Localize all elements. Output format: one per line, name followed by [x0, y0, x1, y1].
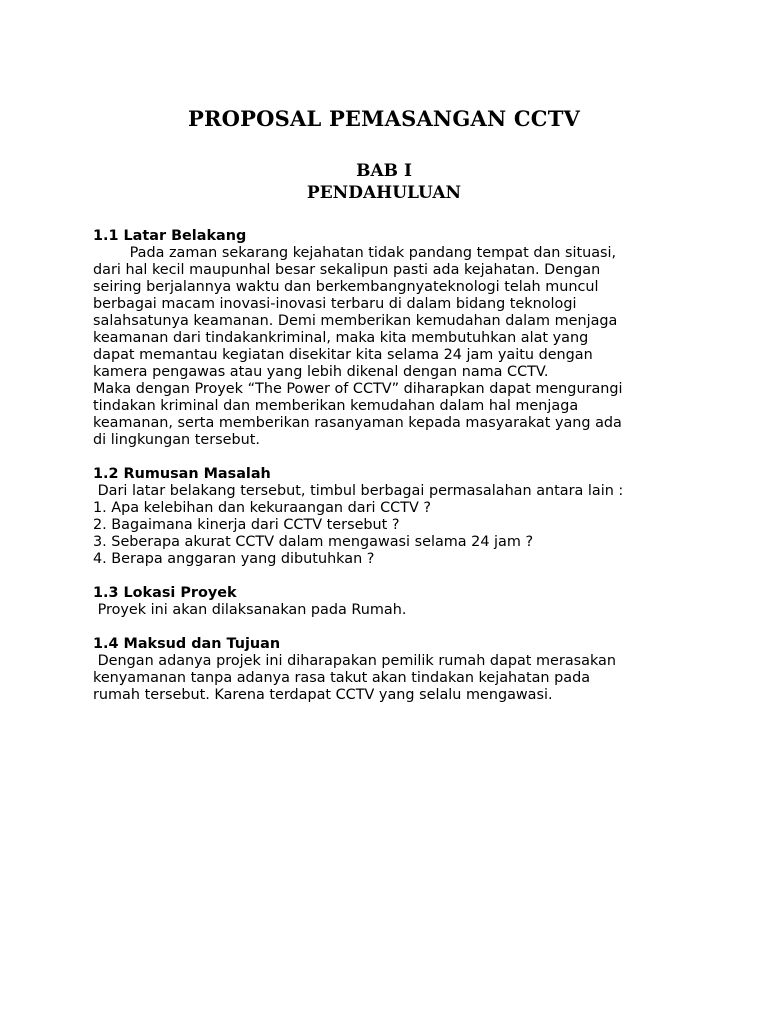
- list-item: 1. Apa kelebihan dan kekuraangan dari CCTV ?: [93, 500, 432, 516]
- chapter-title: PENDAHULUAN: [306, 183, 462, 203]
- section-heading: 1.3 Lokasi Proyek: [93, 585, 237, 601]
- paragraph-line: keamanan, serta memberikan rasanyaman kepada masyarakat yang ada: [93, 415, 622, 431]
- paragraph-line: di lingkungan tersebut.: [93, 432, 260, 448]
- paragraph-line: Pada zaman sekarang kejahatan tidak pandang tempat dan situasi,: [93, 245, 617, 261]
- paragraph-line: dapat memantau kegiatan disekitar kita selama 24 jam yaitu dengan: [93, 347, 593, 363]
- document-title: PROPOSAL PEMASANGAN CCTV: [187, 106, 581, 131]
- paragraph-line: seiring berjalannya waktu dan berkembangnyateknologi telah muncul: [93, 279, 599, 295]
- paragraph-line: berbagai macam inovasi-inovasi terbaru di dalam bidang teknologi: [93, 296, 577, 312]
- paragraph-line: salahsatunya keamanan. Demi memberikan kemudahan dalam menjaga: [93, 313, 618, 329]
- chapter-number: BAB I: [356, 161, 412, 181]
- section-heading: 1.4 Maksud dan Tujuan: [93, 636, 281, 652]
- paragraph-line: kenyamanan tanpa adanya rasa takut akan tindakan kejahatan pada: [93, 670, 591, 686]
- paragraph-line: Maka dengan Proyek “The Power of CCTV” diharapkan dapat mengurangi: [93, 381, 623, 397]
- paragraph-line: Dari latar belakang tersebut, timbul berbagai permasalahan antara lain :: [93, 483, 624, 499]
- section-rumusan-masalah: [93, 466, 693, 568]
- paragraph-line: tindakan kriminal dan memberikan kemudahan dalam hal menjaga: [93, 398, 579, 414]
- list-item: 3. Seberapa akurat CCTV dalam mengawasi selama 24 jam ?: [93, 534, 534, 550]
- paragraph-line: keamanan dari tindakankriminal, maka kita membutuhkan alat yang: [93, 330, 589, 346]
- paragraph-line: Proyek ini akan dilaksanakan pada Rumah.: [93, 602, 407, 618]
- section-lokasi-proyek: [93, 585, 693, 619]
- section-latar-belakang: [93, 228, 693, 449]
- paragraph-line: dari hal kecil maupunhal besar sekalipun pasti ada kejahatan. Dengan: [93, 262, 601, 278]
- section-maksud-tujuan: [93, 636, 693, 704]
- list-item: 2. Bagaimana kinerja dari CCTV tersebut ?: [93, 517, 400, 533]
- list-item: 4. Berapa anggaran yang dibutuhkan ?: [93, 551, 375, 567]
- section-heading: 1.1 Latar Belakang: [93, 228, 247, 244]
- paragraph-line: kamera pengawas atau yang lebih dikenal dengan nama CCTV.: [93, 364, 549, 380]
- section-heading: 1.2 Rumusan Masalah: [93, 466, 271, 482]
- paragraph-line: Dengan adanya projek ini diharapakan pemilik rumah dapat merasakan: [93, 653, 616, 669]
- paragraph-line: rumah tersebut. Karena terdapat CCTV yang selalu mengawasi.: [93, 687, 553, 703]
